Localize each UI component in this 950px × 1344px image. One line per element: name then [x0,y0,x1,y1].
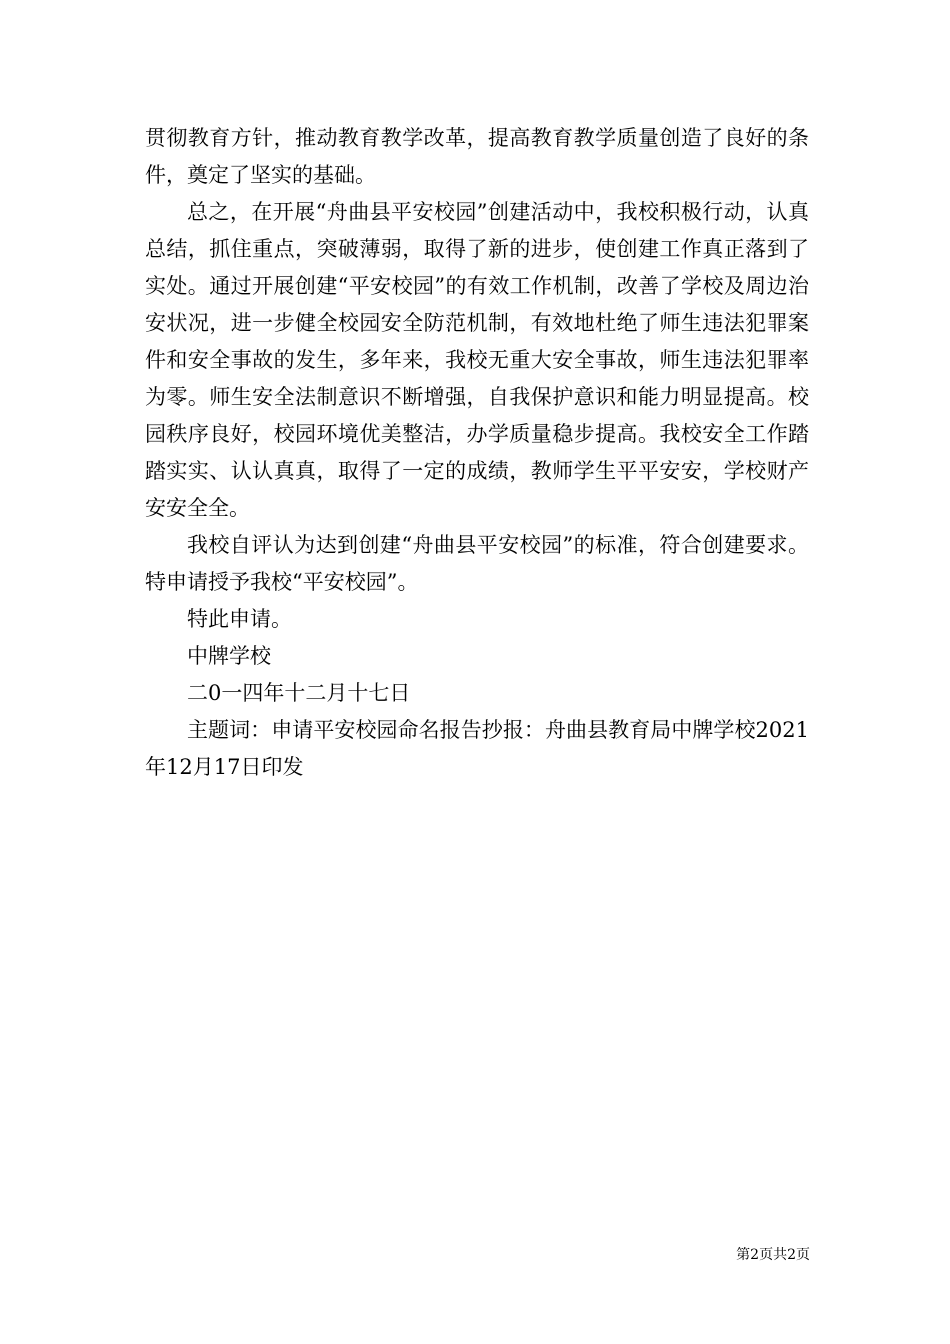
signature-date: 二0一四年十二月十七日 [187,681,411,705]
paragraph-summary: 总之，在开展“舟曲县平安校园”创建活动中，我校积极行动，认真总结，抓住重点，突破薄弱，取得了新的进步，使创建工作真正落到了实处。通过开展创建“平安校园”的有效工作机制，改善了学校及周边治安状况，进一步健全校园安全防范机制，有效地杜绝了师生违法犯罪案件和安全事故的发生，多年来，我校无重大安全事故，师生违法犯罪率为零。师生安全法制意识不断增强，自我保护意识和能力明显提高。校园秩序良好，校园环境优美整洁，办学质量稳步提高。我校安全工作踏踏实实、认认真真，取得了一定的成绩，教师学生平平安安，学校财产安安全全。 [145,200,809,520]
paragraph-closing: 特此申请。 [187,607,292,631]
document-body [145,120,809,786]
paragraph-application: 我校自评认为达到创建“舟曲县平安校园”的标准，符合创建要求。特申请授予我校“平安校园”。 [145,533,809,594]
subject-line: 主题词：申请平安校园命名报告抄报：舟曲县教育局中牌学校2021年12月17日印发 [145,718,809,779]
paragraph-continuation: 贯彻教育方针，推动教育教学改革，提高教育教学质量创造了良好的条件，奠定了坚实的基础。 [145,126,809,187]
page-number: 第2页共2页 [736,1247,810,1263]
signature-school: 中牌学校 [187,644,271,668]
